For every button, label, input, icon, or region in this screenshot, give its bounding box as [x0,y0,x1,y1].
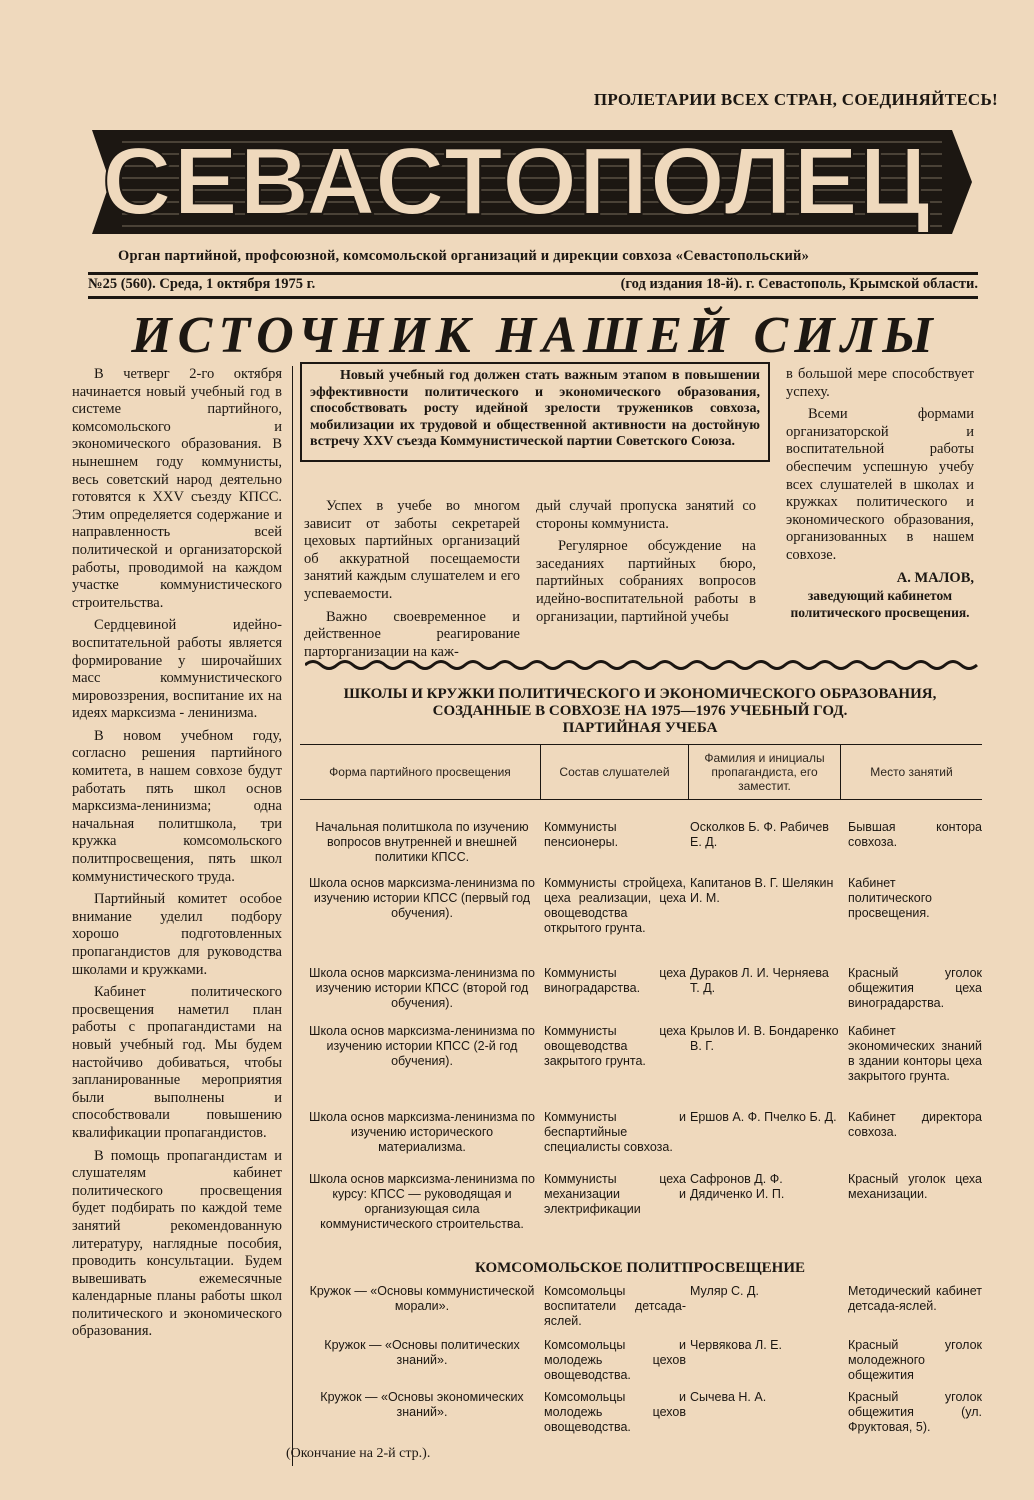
paragraph: в большой мере способствует успеху. [786,366,974,400]
table-cell: Бывшая контора совхоза. [848,820,982,849]
table-cell: Комсомольцы и молодежь цехов овощеводства. [544,1390,686,1434]
table-cell: Комсомольцы и молодежь цехов овощеводства. [544,1338,686,1382]
paragraph: Сердцевиной идейно-воспитательной работы является формирование у широчайших масс коммунистического мировоззрения, воспитание их на идеях марксизма - ленинизма. [72,617,282,722]
column-header: Форма партийного просвещения [329,765,511,779]
issue-place: (год издания 18-й). г. Севастополь, Крымской области. [620,276,978,292]
table-cell: Сычева Н. А. [690,1390,767,1404]
issue-line [88,276,978,293]
column-rule [292,366,293,1466]
headline: ИСТОЧНИК НАШЕЙ СИЛЫ [131,307,939,364]
table-cell: Комсомольцы воспитатели детсада-яслей. [544,1284,686,1328]
table-cell: Коммунисты стройцеха, цеха реализации, цеха овощеводства открытого грунта. [544,876,686,935]
table-cell: Школа основ марксизма-ленинизма по изучению истории КПСС (второй год обучения). [309,966,535,1010]
masthead [92,122,972,242]
table-cell: Методический кабинет детсада-яслей. [848,1284,982,1313]
table-cell: Дураков Л. И. Черняева Т. Д. [690,966,829,995]
table-cell: Красный уголок молодежного общежития [848,1338,982,1382]
table-cell: Коммунисты цеха виноградарства. [544,966,686,995]
article-column-2 [304,498,520,666]
lead-box: Новый учебный год должен стать важным этапом в повышении эффективности политического и экономического образования, способствовать росту идейной зрелости тружеников совхоза, мобилизации их трудовой и общественной активности на достойную встречу XXV съезда Коммунистической партии Советского Союза. [300,362,770,462]
table-cell: Крылов И. В. Бондаренко В. Г. [690,1024,839,1053]
masthead-logo [92,122,972,242]
article-column-3 [536,498,756,631]
paragraph: В помощь пропагандистам и слушателям кабинет политического просвещения будет подбирать по каждой теме занятий рекомендованную литературу, наглядные пособия, проводить консультации. Будем вывешивать ежемесячные календарные планы работы школ политического и экономического образования. [72,1147,282,1340]
table-cell: Кружок — «Основы экономических знаний». [320,1390,524,1419]
table-cell: Сафронов Д. Ф. Дядиченко И. П. [690,1172,785,1201]
table-cell: Кабинет директора совхоза. [848,1110,982,1139]
paragraph: В новом учебном году, согласно решения партийного комитета, в нашем совхозе будут работать пять школ основ марксизма-ленинизма; одна начальная политшкола, три кружка комсомольского политпросвещения, пять школ коммунистического труда. [72,727,282,885]
table-cell: Коммунисты и беспартийные специалисты совхоза. [544,1110,686,1154]
table-cell: Красный уголок общежития цеха виноградарства. [848,966,982,1010]
column-header: Место занятий [840,745,982,799]
paragraph: Успех в учебе во многом зависит от заботы секретарей цеховых партийных организаций об аккуратной посещаемости занятий каждым слушателем и его успеваемости. [304,498,520,602]
column-header: Состав слушателей [540,745,688,799]
author-title: заведующий кабинетом политического просвещения. [790,588,970,621]
wavy-divider [305,658,980,672]
author-name: А. МАЛОВ, [896,569,974,586]
masthead-title: СЕВАСТОПОЛЕЦ [102,128,932,235]
table-cell: Кружок — «Основы политических знаний». [324,1338,520,1367]
table-cell: Коммунисты цеха механизации и электрификации [544,1172,686,1216]
table-cell: Красный уголок общежития (ул. Фруктовая, 5). [848,1390,982,1434]
issue-number-date: №25 (560). Среда, 1 октября 1975 г. [88,276,316,292]
table-cell: Ершов А. Ф. Пчелко Б. Д. [690,1110,837,1124]
continuation-note: (Окончание на 2-й стр.). [286,1446,431,1461]
motto: ПРОЛЕТАРИИ ВСЕХ СТРАН, СОЕДИНЯЙТЕСЬ! [593,90,998,109]
table-cell: Школа основ марксизма-ленинизма по изучению истории КПСС (первый год обучения). [309,876,535,920]
table-cell: Начальная политшкола по изучению вопросов внутренней и внешней политики КПСС. [315,820,529,864]
paragraph: Регулярное обсуждение на заседаниях партийных бюро, партийных собраниях вопросов идейно-воспитательной работы в организации, партийной учебы [536,538,756,625]
table-cell: Кабинет политического просвещения. [848,876,932,920]
table-cell: Школа основ марксизма-ленинизма по изучению исторического материализма. [309,1110,535,1154]
table-cell: Кружок — «Основы коммунистической морали». [309,1284,535,1313]
table-cell: Школа основ марксизма-ленинизма по курсу: КПСС — руководящая и организующая сила коммунистического строительства. [309,1172,535,1231]
divider [88,272,978,275]
table-cell: Коммунисты пенсионеры. [544,820,619,849]
paragraph: Партийный комитет особое внимание уделил подбору хорошо подготовленных пропагандистов для руководства школами и кружками. [72,891,282,978]
paragraph: Важно своевременное и действенное реагирование парторганизации на каж- [304,608,520,660]
paragraph: В четверг 2-го октября начинается новый учебный год в системе партийного, комсомольского и экономического образования. В нынешнем году коммунисты, весь советский народ деятельно готовятся к XXV съезду КПСС. Этим определяется содержание и направленность всей политической и организаторской работы, проводимой на каждом участке коммунистического строительства. [72,366,282,611]
table-subtitle: ПАРТИЙНАЯ УЧЕБА [562,720,718,736]
table-cell: Коммунисты цеха овощеводства закрытого грунта. [544,1024,686,1068]
table-cell: Школа основ марксизма-ленинизма по изучению истории КПСС (2-й год обучения). [309,1024,535,1068]
divider [88,296,978,299]
table-title: ШКОЛЫ И КРУЖКИ ПОЛИТИЧЕСКОГО И ЭКОНОМИЧЕСКОГО ОБРАЗОВАНИЯ, СОЗДАННЫЕ В СОВХОЗЕ НА 1975—1976 УЧЕБНЫЙ ГОД. [343,686,937,719]
paragraph: дый случай пропуска занятий со стороны коммуниста. [536,498,756,532]
table-cell: Муляр С. Д. [690,1284,759,1298]
table-header [300,744,982,800]
table-cell: Красный уголок цеха механизации. [848,1172,982,1201]
article-column-4 [786,366,974,621]
table-cell: Осколков Б. Ф. Рабичев Е. Д. [690,820,829,849]
column-header: Фамилия и инициалы пропагандиста, его заместит. [688,745,840,799]
article-column-1 [72,366,282,1346]
table-cell: Червякова Л. Е. [690,1338,782,1352]
paragraph: Всеми формами организаторской и воспитательной работы обеспечим успешную учебу всех слушателей в школах и кружках политического и экономического образования, организованных в нашем совхозе. [786,406,974,563]
table-cell: Кабинет экономических знаний в здании конторы цеха закрытого грунта. [848,1024,982,1083]
table-cell: Капитанов В. Г. Шелякин И. М. [690,876,834,905]
paragraph: Кабинет политического просвещения наметил план работы с пропагандистами на новый учебный год. Мы будем настойчиво добиваться, чтобы запланированные мероприятия были выполнены и способствовали повышению квалификации пропагандистов. [72,984,282,1141]
organ-line: Орган партийной, профсоюзной, комсомольской организаций и дирекции совхоза «Севастопольский» [118,248,810,264]
komsomol-subtitle: КОМСОМОЛЬСКОЕ ПОЛИТПРОСВЕЩЕНИЕ [474,1260,806,1276]
